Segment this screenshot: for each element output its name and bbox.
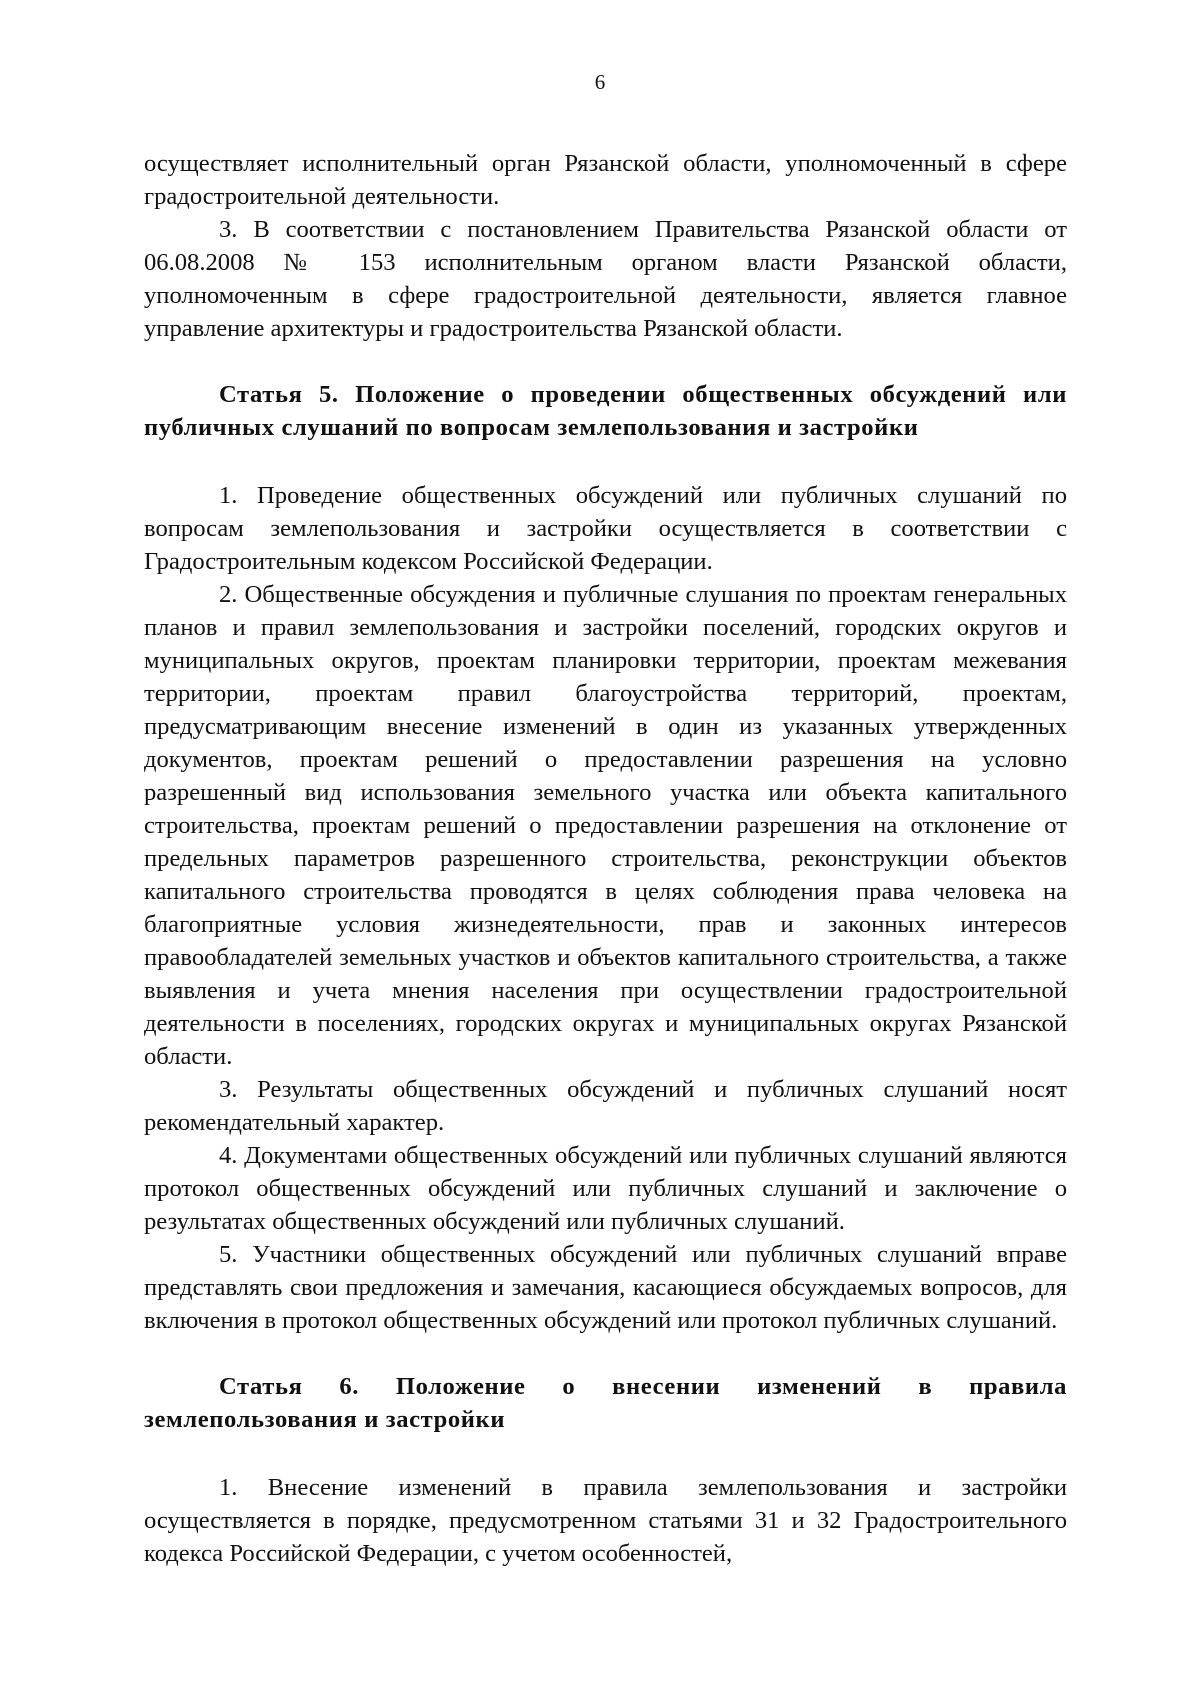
- article-5-paragraph-2: 2. Общественные обсуждения и публичные слушания по проектам генеральных планов и правил землепользования и застройки поселений, городских округов и муниципальных округов, проектам планировки территории, проектам межевания территории, проектам правил благоустройства территорий, проектам, предусматривающим внесение изменений в один из указанных утвержденных документов, проектам решений о предоставлении разрешения на условно разрешенный вид использования земельного участка или объекта капитального строительства, проектам решений о предоставлении разрешения на отклонение от предельных параметров разрешенного строительства, реконструкции объектов капитального строительства проводятся в целях соблюдения права человека на благоприятные условия жизнедеятельности, прав и законных интересов правообладателей земельных участков и объектов капитального строительства, а также выявления и учета мнения населения при осуществлении градостроительной деятельности в поселениях, городских округах и муниципальных округах Рязанской области.: [144, 581, 1067, 1070]
- article-5-paragraph-4: 4. Документами общественных обсуждений или публичных слушаний являются протокол общественных обсуждений или публичных слушаний и заключение о результатах общественных обсуждений или публичных слушаний.: [144, 1142, 1067, 1235]
- article-6-heading: Статья 6. Положение о внесении изменений в правила землепользования и застройки: [144, 1373, 1067, 1433]
- document-body: [144, 147, 1067, 1570]
- article-5-heading: Статья 5. Положение о проведении общественных обсуждений или публичных слушаний по вопросам землепользования и застройки: [144, 381, 1067, 441]
- page-number: 6: [594, 70, 606, 94]
- article-5-paragraph-3: 3. Результаты общественных обсуждений и публичных слушаний носят рекомендательный характер.: [144, 1076, 1067, 1136]
- article-6-paragraph-1: 1. Внесение изменений в правила землепользования и застройки осуществляется в порядке, предусмотренном статьями 31 и 32 Градостроительного кодекса Российской Федерации, с учетом особенностей,: [144, 1474, 1067, 1567]
- article-5-paragraph-5: 5. Участники общественных обсуждений или публичных слушаний вправе представлять свои предложения и замечания, касающиеся обсуждаемых вопросов, для включения в протокол общественных обсуждений или протокол публичных слушаний.: [144, 1241, 1067, 1334]
- paragraph-item-3: 3. В соответствии с постановлением Правительства Рязанской области от 06.08.2008 № 153 исполнительным органом власти Рязанской области, уполномоченным в сфере градостроительной деятельности, является главное управление архитектуры и градостроительства Рязанской области.: [144, 216, 1067, 342]
- paragraph-continuation: осуществляет исполнительный орган Рязанской области, уполномоченный в сфере градостроительной деятельности.: [144, 150, 1067, 210]
- article-5-paragraph-1: 1. Проведение общественных обсуждений или публичных слушаний по вопросам землепользования и застройки осуществляется в соответствии с Градостроительным кодексом Российской Федерации.: [144, 482, 1067, 575]
